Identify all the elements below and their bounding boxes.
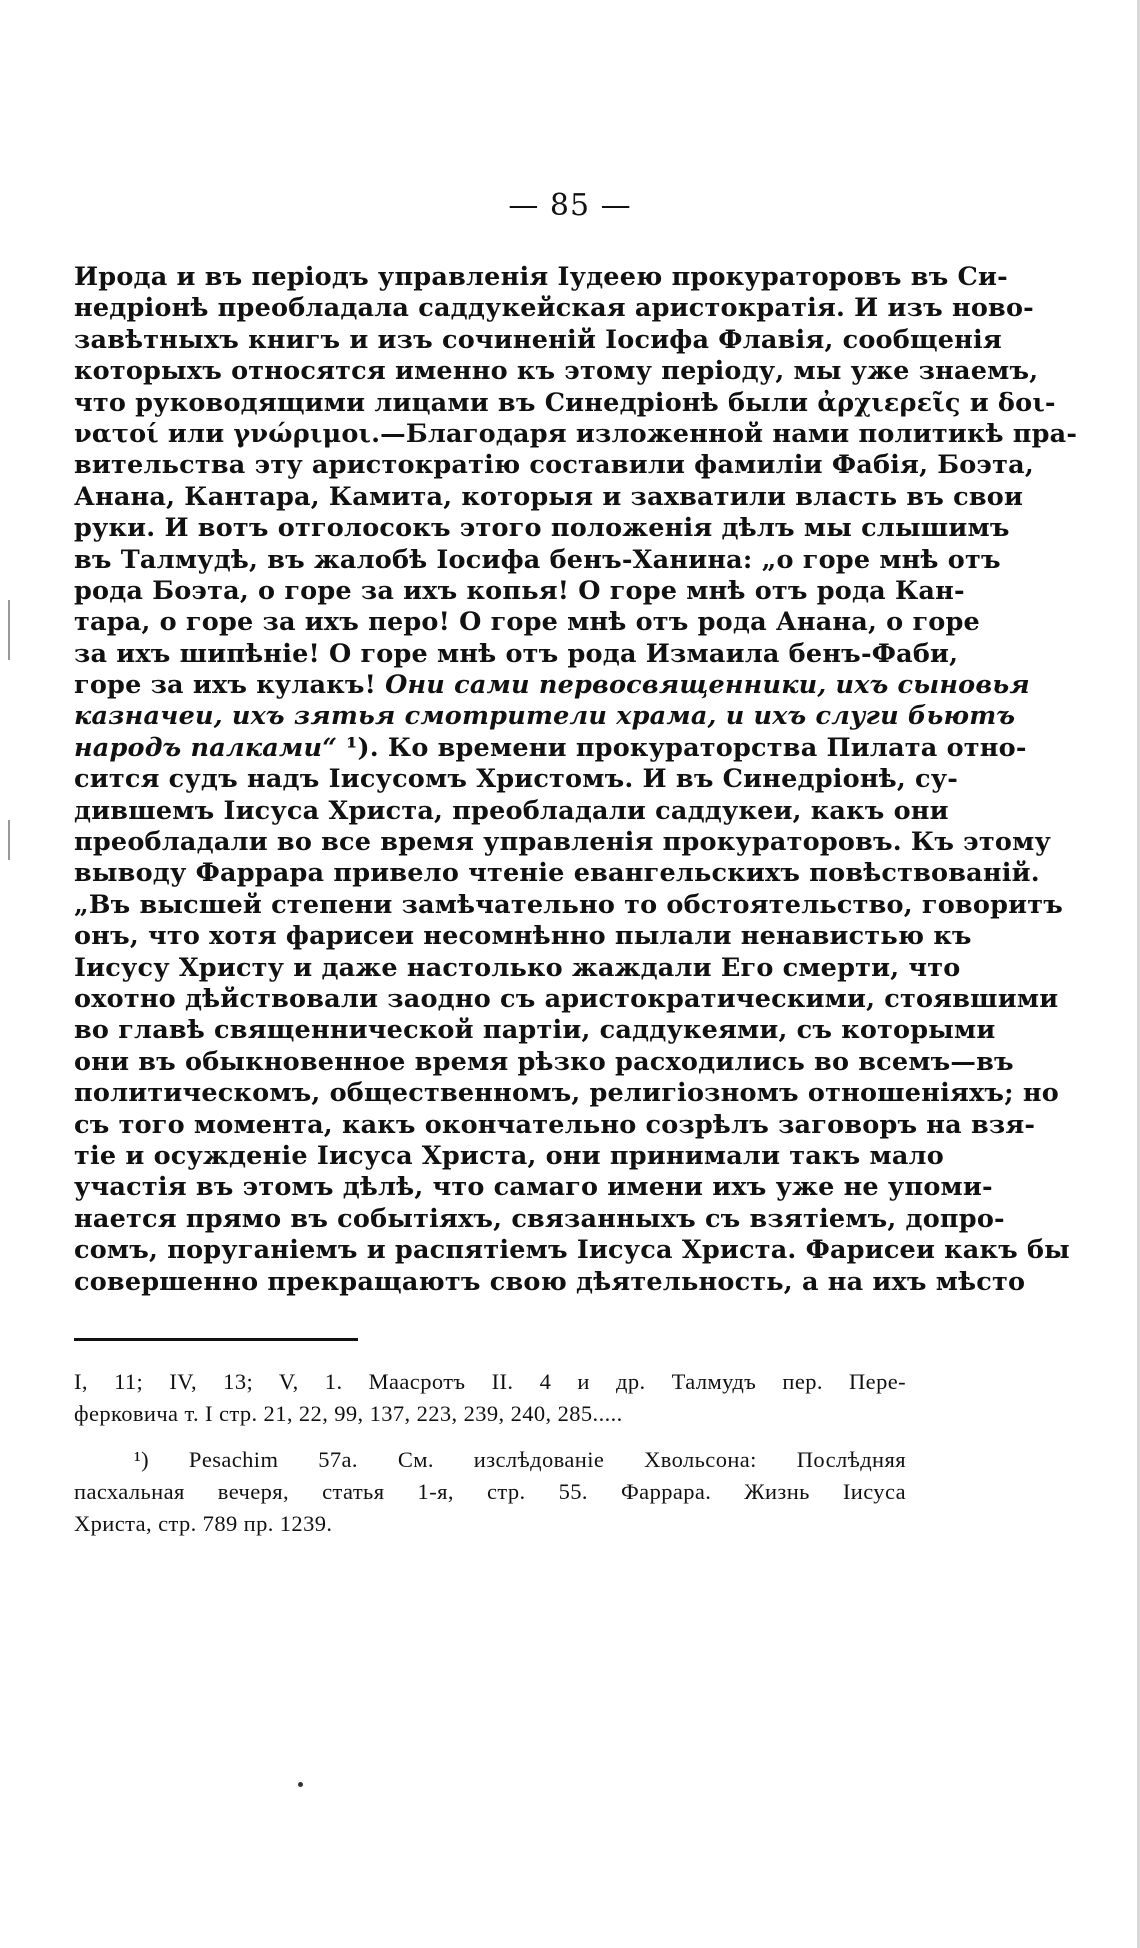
footnote-gap — [74, 1430, 906, 1444]
text-line-14-plain: горе за ихъ кулакъ! — [74, 670, 386, 701]
text-line-20: выводу Фаррара привело чтеніе евангельскихъ повѣствованій. — [74, 858, 1040, 889]
text-line-30: участія въ этомъ дѣлѣ, что самаго имени ихъ уже не упоми- — [74, 1172, 993, 1203]
text-line-14-italic: Они сами первосвященники, ихъ сыновья — [385, 670, 1030, 701]
text-line-14 — [74, 670, 1030, 701]
text-line-4: которыхъ относятся именно къ этому періоду, мы уже знаемъ, — [74, 356, 1039, 387]
text-line-21: „Въ высшей степени замѣчательно то обстоятельство, говоритъ — [74, 889, 1063, 920]
text-line-5: что руководящими лицами въ Синедріонѣ были ἀρχιερεῖς и δοι- — [74, 387, 1056, 418]
main-text-block — [74, 262, 1078, 1298]
footnote-separator — [74, 1338, 358, 1341]
text-line-16-plain: ¹). Ко времени прокураторства Пилата отно- — [337, 732, 1027, 763]
text-line-33: совершенно прекращаютъ свою дѣятельность, а на ихъ мѣсто — [74, 1266, 1026, 1297]
text-line-10: въ Талмудѣ, въ жалобѣ Іосифа бенъ-Ханина: „о горе мнѣ отъ — [74, 544, 1001, 575]
text-line-29: тіе и осужденіе Іисуса Христа, они принимали такъ мало — [74, 1140, 944, 1171]
footnote-1-line-2: пасхальная вечеря, статья 1-я, стр. 55. Фаррара. Жизнь Іисуса — [74, 1479, 906, 1504]
footnote-continuation-line-1: I, 11; IV, 13; V, 1. Маасротъ II. 4 и др. Талмудъ пер. Пере- — [74, 1369, 906, 1394]
text-line-28: съ того момента, какъ окончательно созрѣлъ заговоръ на взя- — [74, 1109, 1036, 1140]
text-line-16-italic: народъ палками“ — [74, 732, 338, 763]
text-line-9: руки. И вотъ отголосокъ этого положенія дѣлъ мы слышимъ — [74, 513, 1010, 544]
text-line-19: преобладали во все время управленія прокураторовъ. Къ этому — [74, 827, 1051, 858]
text-line-12: тара, о горе за ихъ перо! О горе мнѣ отъ рода Анана, о горе — [74, 607, 980, 638]
footnotes-block — [74, 1366, 906, 1540]
text-line-16 — [74, 732, 1027, 764]
text-line-32: сомъ, поруганіемъ и распятіемъ Іисуса Христа. Фарисеи какъ бы — [74, 1235, 1070, 1266]
footnote-1-line-3: Христа, стр. 789 пр. 1239. — [74, 1511, 333, 1536]
text-line-25: во главѣ священнической партіи, саддукеями, съ которыми — [74, 1015, 996, 1046]
margin-mark — [8, 600, 10, 660]
text-line-24: охотно дѣйствовали заодно съ аристократическими, стоявшими — [74, 983, 1059, 1014]
text-line-11: рода Боэта, о горе за ихъ копья! О горе мнѣ отъ рода Кан- — [74, 575, 965, 606]
margin-mark — [8, 820, 10, 860]
text-line-8: Анана, Кантара, Камита, которыя и захватили власть въ свои — [74, 481, 1024, 512]
text-line-18: дившемъ Іисуса Христа, преобладали саддукеи, какъ они — [74, 795, 949, 826]
text-line-23: Іисусу Христу и даже настолько жаждали Его смерти, что — [74, 952, 961, 983]
footnote-continuation-line-2: ферковича т. I стр. 21, 22, 99, 137, 223, 239, 240, 285..... — [74, 1401, 623, 1426]
footnote-1-line-1: ¹) Pesachim 57a. См. изслѣдованіе Хвольсона: Послѣдняя — [134, 1447, 906, 1472]
stray-mark — [298, 1782, 303, 1787]
text-line-2: недріонѣ преобладала саддукейская аристократія. И изъ ново- — [74, 293, 1034, 324]
text-line-6: νατοί или γνώριμοι.—Благодаря изложенной нами политикѣ пра- — [74, 418, 1078, 449]
text-line-1: Ирода и въ періодъ управленія Іудеею прокураторовъ въ Си- — [74, 262, 1008, 292]
text-line-3: завѣтныхъ книгъ и изъ сочиненій Іосифа Флавія, сообщенія — [74, 324, 1002, 355]
text-line-13: за ихъ шипѣніе! О горе мнѣ отъ рода Измаила бенъ-Фаби, — [74, 638, 959, 669]
text-line-26: они въ обыкновенное время рѣзко расходились во всемъ—въ — [74, 1046, 1014, 1077]
text-line-17: сится судъ надъ Іисусомъ Христомъ. И въ Синедріонѣ, су- — [74, 764, 959, 795]
text-line-15: казначеи, ихъ зятья смотрители храма, и ихъ слуги бьютъ — [74, 701, 1016, 732]
text-line-22: онъ, что хотя фарисеи несомнѣнно пылали ненавистью къ — [74, 921, 972, 952]
page-number: — 85 — — [508, 188, 632, 223]
text-line-7: вительства эту аристократію составили фамиліи Фабія, Боэта, — [74, 450, 1034, 481]
text-line-27: политическомъ, общественномъ, религіозномъ отношеніяхъ; но — [74, 1078, 1059, 1109]
text-line-31: нается прямо въ событіяхъ, связанныхъ съ взятіемъ, допро- — [74, 1203, 1005, 1234]
